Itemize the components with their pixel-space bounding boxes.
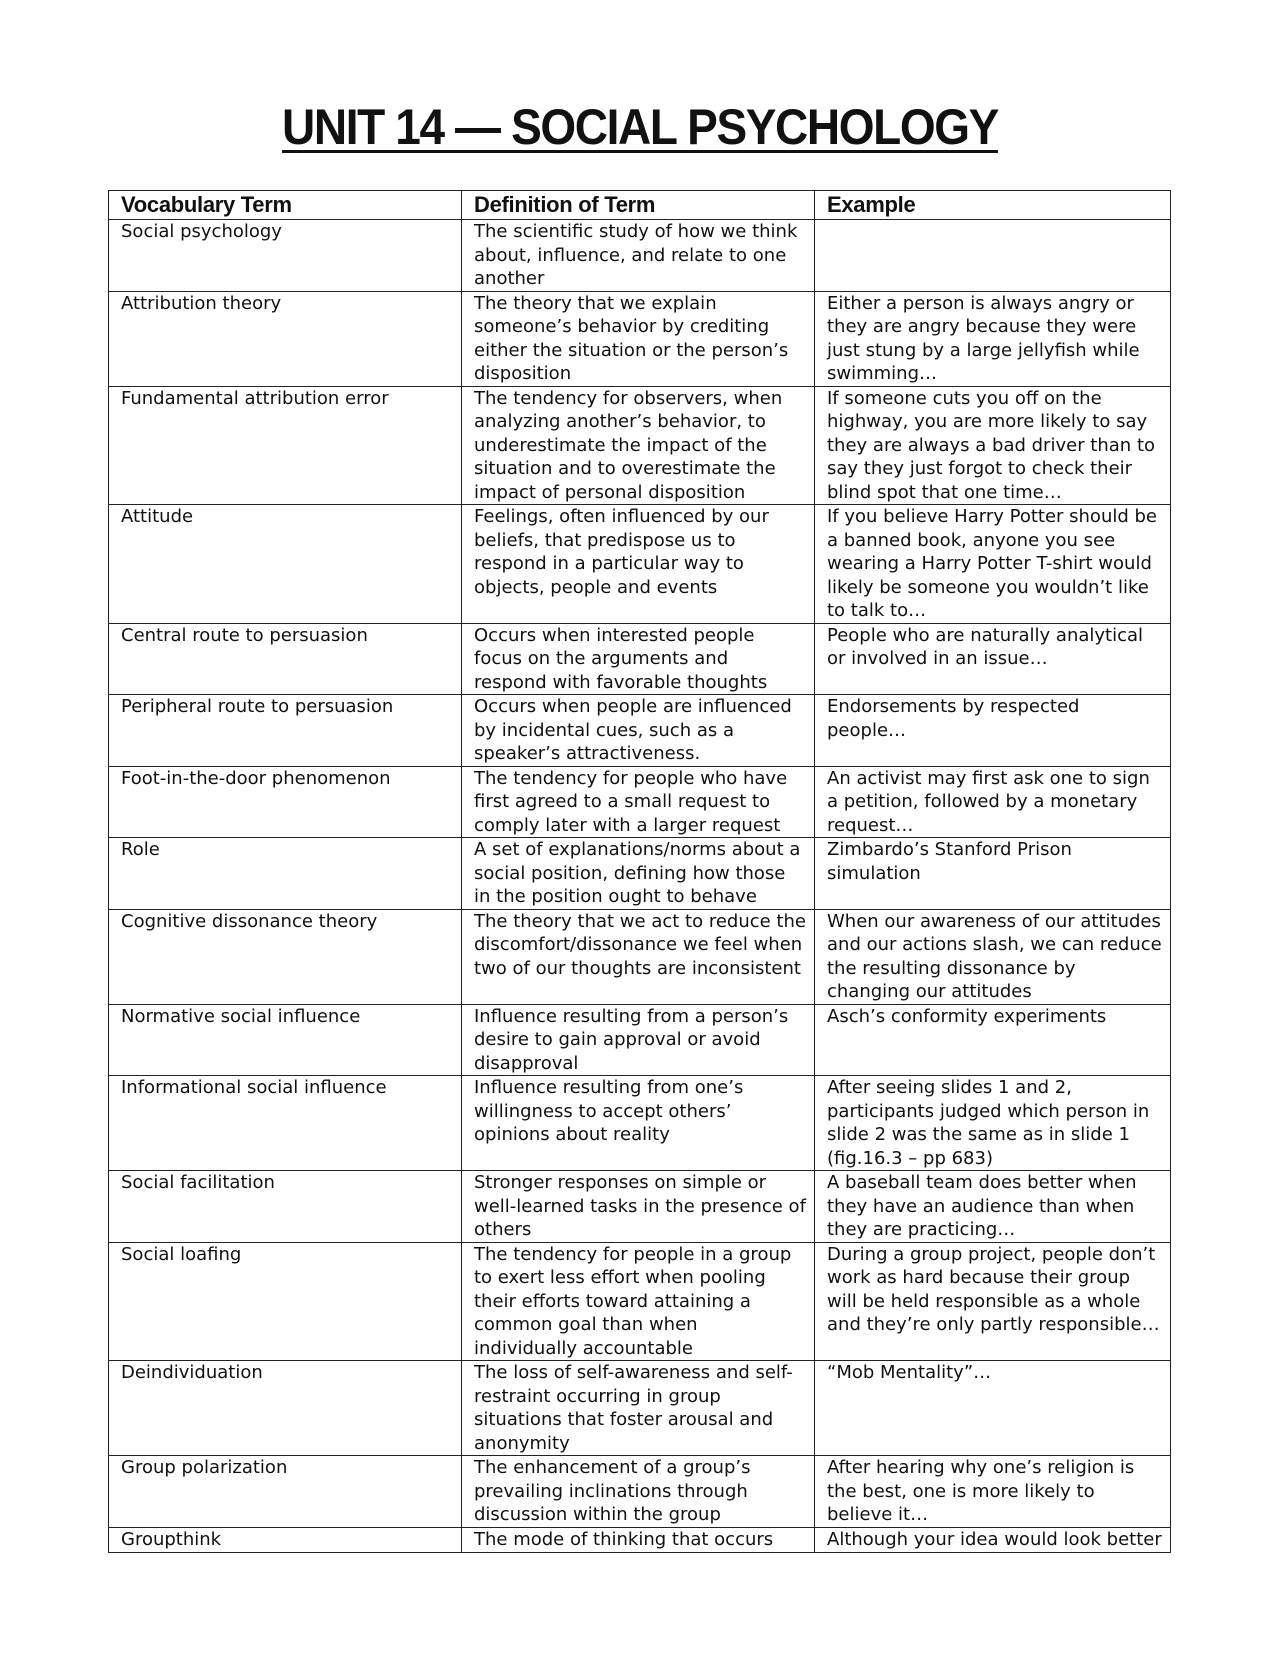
definition-cell: The tendency for people who have first agreed to a small request to comply later with a larger request (462, 766, 815, 838)
page-title: UNIT 14 — SOCIAL PSYCHOLOGY (282, 99, 998, 155)
term-cell: Central route to persuasion (109, 623, 462, 695)
example-cell: An activist may first ask one to sign a petition, followed by a monetary request… (815, 766, 1171, 838)
definition-cell: The loss of self-awareness and self-restraint occurring in group situations that foster arousal and anonymity (462, 1361, 815, 1456)
definition-cell: A set of explanations/norms about a social position, defining how those in the position ought to behave (462, 838, 815, 910)
term-cell: Social psychology (109, 220, 462, 292)
column-header-example: Example (815, 191, 1171, 220)
table-row (109, 623, 1171, 695)
definition-cell: The mode of thinking that occurs (462, 1527, 815, 1552)
table-row (109, 386, 1171, 505)
table-row (109, 1361, 1171, 1456)
table-row (109, 1456, 1171, 1528)
definition-cell: Influence resulting from a person’s desire to gain approval or avoid disapproval (462, 1004, 815, 1076)
example-cell: If someone cuts you off on the highway, you are more likely to say they are always a bad driver than to say they just forgot to check their blind spot that one time… (815, 386, 1171, 505)
example-cell: If you believe Harry Potter should be a banned book, anyone you see wearing a Harry Potter T-shirt would likely be someone you wouldn’t like to talk to… (815, 505, 1171, 624)
header-row (109, 191, 1171, 220)
table-row (109, 1076, 1171, 1171)
term-cell: Cognitive dissonance theory (109, 909, 462, 1004)
column-header-definition: Definition of Term (462, 191, 815, 220)
table-row (109, 220, 1171, 292)
definition-cell: Influence resulting from one’s willingness to accept others’ opinions about reality (462, 1076, 815, 1171)
table-row (109, 291, 1171, 386)
table-row (109, 838, 1171, 910)
definition-cell: Feelings, often influenced by our beliefs, that predispose us to respond in a particular way to objects, people and events (462, 505, 815, 624)
term-cell: Foot-in-the-door phenomenon (109, 766, 462, 838)
definition-cell: The theory that we act to reduce the discomfort/dissonance we feel when two of our thoughts are inconsistent (462, 909, 815, 1004)
example-cell: Either a person is always angry or they are angry because they were just stung by a large jellyfish while swimming… (815, 291, 1171, 386)
definition-cell: The enhancement of a group’s prevailing inclinations through discussion within the group (462, 1456, 815, 1528)
example-cell: Asch’s conformity experiments (815, 1004, 1171, 1076)
term-cell: Group polarization (109, 1456, 462, 1528)
example-cell: During a group project, people don’t work as hard because their group will be held responsible as a whole and they’re only partly responsible… (815, 1242, 1171, 1361)
table-row (109, 695, 1171, 767)
definition-cell: The tendency for people in a group to exert less effort when pooling their efforts toward attaining a common goal than when individually accountable (462, 1242, 815, 1361)
example-cell: After seeing slides 1 and 2, participants judged which person in slide 2 was the same as in slide 1 (fig.16.3 – pp 683) (815, 1076, 1171, 1171)
term-cell: Attitude (109, 505, 462, 624)
definition-cell: The theory that we explain someone’s behavior by crediting either the situation or the person’s disposition (462, 291, 815, 386)
example-cell: Although your idea would look better (815, 1527, 1171, 1552)
table-row (109, 1004, 1171, 1076)
term-cell: Fundamental attribution error (109, 386, 462, 505)
definition-cell: Occurs when people are influenced by incidental cues, such as a speaker’s attractiveness. (462, 695, 815, 767)
definition-cell: The tendency for observers, when analyzing another’s behavior, to underestimate the impact of the situation and to overestimate the impact of personal disposition (462, 386, 815, 505)
column-header-term: Vocabulary Term (109, 191, 462, 220)
term-cell: Groupthink (109, 1527, 462, 1552)
table-row (109, 505, 1171, 624)
table-row (109, 1527, 1171, 1552)
definition-cell: Stronger responses on simple or well-learned tasks in the presence of others (462, 1171, 815, 1243)
table-row (109, 766, 1171, 838)
definition-cell: The scientific study of how we think about, influence, and relate to one another (462, 220, 815, 292)
term-cell: Social facilitation (109, 1171, 462, 1243)
term-cell: Peripheral route to persuasion (109, 695, 462, 767)
term-cell: Attribution theory (109, 291, 462, 386)
term-cell: Normative social influence (109, 1004, 462, 1076)
example-cell: When our awareness of our attitudes and our actions slash, we can reduce the resulting dissonance by changing our attitudes (815, 909, 1171, 1004)
table-row (109, 1171, 1171, 1243)
term-cell: Social loafing (109, 1242, 462, 1361)
term-cell: Informational social influence (109, 1076, 462, 1171)
example-cell: Endorsements by respected people… (815, 695, 1171, 767)
table-row (109, 909, 1171, 1004)
table-row (109, 1242, 1171, 1361)
term-cell: Role (109, 838, 462, 910)
example-cell: After hearing why one’s religion is the best, one is more likely to believe it… (815, 1456, 1171, 1528)
example-cell (815, 220, 1171, 292)
example-cell: “Mob Mentality”… (815, 1361, 1171, 1456)
vocabulary-table (108, 190, 1171, 1553)
example-cell: A baseball team does better when they have an audience than when they are practicing… (815, 1171, 1171, 1243)
example-cell: People who are naturally analytical or involved in an issue… (815, 623, 1171, 695)
example-cell: Zimbardo’s Stanford Prison simulation (815, 838, 1171, 910)
term-cell: Deindividuation (109, 1361, 462, 1456)
definition-cell: Occurs when interested people focus on the arguments and respond with favorable thoughts (462, 623, 815, 695)
